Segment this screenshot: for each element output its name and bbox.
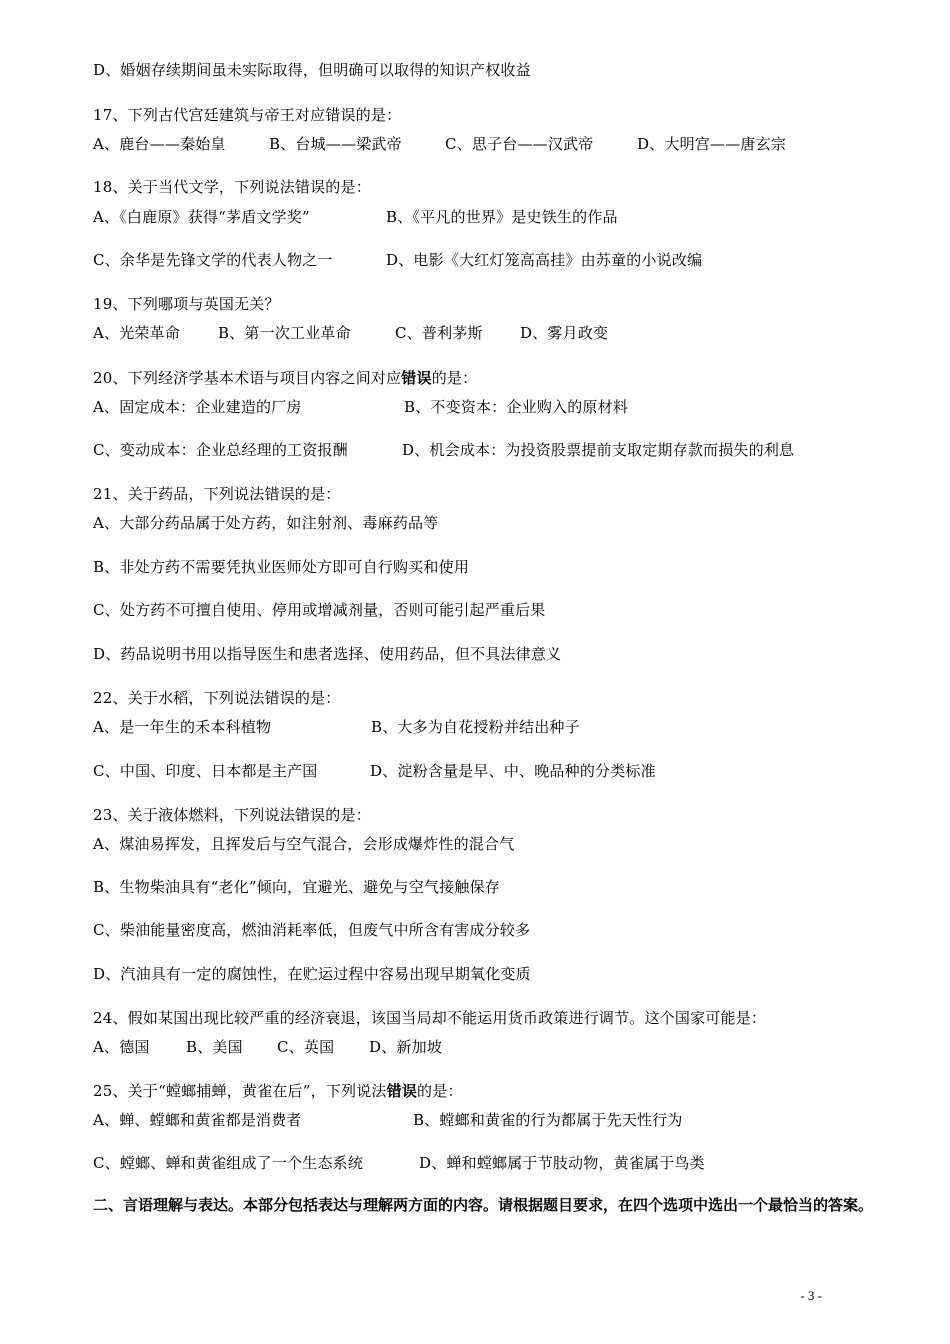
q25-stem: [93, 1081, 463, 1101]
q24-option-a: A、德国: [93, 1038, 150, 1056]
q21-option-b: B、非处方药不需要凭执业医师处方即可自行购买和使用: [93, 558, 470, 576]
q23-option-d: D、汽油具有一定的腐蚀性，在贮运过程中容易出现早期氧化变质: [93, 965, 531, 983]
q19-options: [93, 323, 608, 343]
q25-options-row2: [93, 1153, 705, 1173]
q20-option-d: D、机会成本：为投资股票提前支取定期存款而损失的利息: [402, 441, 795, 459]
q21-option-a: A、大部分药品属于处方药，如注射剂、毒麻药品等: [93, 514, 439, 532]
q18-option-b: B、《平凡的世界》是史铁生的作品: [386, 208, 618, 226]
q25-option-d: D、蝉和螳螂属于节肢动物，黄雀属于鸟类: [419, 1154, 705, 1172]
q18-option-d: D、电影《大红灯笼高高挂》由苏童的小说改编: [386, 251, 703, 269]
q18-stem: 18、关于当代文学，下列说法错误的是：: [93, 178, 371, 196]
q24-stem: 24、假如某国出现比较严重的经济衰退，该国当局却不能运用货币政策进行调节。这个国家可能是：: [93, 1009, 767, 1027]
q18-option-c: C、余华是先锋文学的代表人物之一: [93, 251, 333, 269]
q25-option-a: A、蝉、螳螂和黄雀都是消费者: [93, 1111, 302, 1129]
q24-option-c: C、英国: [277, 1038, 335, 1056]
q20-stem-emphasis: 错误: [401, 369, 432, 387]
q19-option-a: A、光荣革命: [93, 324, 181, 342]
q25-option-b: B、螳螂和黄雀的行为都属于先天性行为: [413, 1111, 683, 1129]
q23-stem: 23、关于液体燃料，下列说法错误的是：: [93, 806, 371, 824]
q19-option-b: B、第一次工业革命: [218, 324, 351, 342]
q19-option-c: C、普利茅斯: [395, 324, 483, 342]
q20-option-a: A、固定成本：企业建造的厂房: [93, 398, 302, 416]
q23-option-a: A、煤油易挥发，且挥发后与空气混合，会形成爆炸性的混合气: [93, 835, 515, 853]
q21-option-d: D、药品说明书用以指导医生和患者选择、使用药品，但不具法律意义: [93, 645, 562, 663]
q22-options-row2: [93, 761, 656, 781]
q23-option-c: C、柴油能量密度高，燃油消耗率低，但废气中所含有害成分较多: [93, 921, 531, 939]
q20-options-row1: [93, 397, 628, 417]
q24-options: [93, 1037, 442, 1057]
q20-options-row2: [93, 440, 794, 460]
q24-option-b: B、美国: [186, 1038, 243, 1056]
q20-stem: [93, 368, 477, 388]
q21-option-c: C、处方药不可擅自使用、停用或增减剂量，否则可能引起严重后果: [93, 601, 546, 619]
q19-option-d: D、雾月政变: [520, 324, 609, 342]
q25-stem-emphasis: 错误: [386, 1082, 418, 1100]
q18-options-row2: [93, 250, 702, 270]
q17-option-c: C、思子台——汉武帝: [445, 135, 594, 153]
q18-options-row1: [93, 207, 618, 227]
q20-option-c: C、变动成本：企业总经理的工资报酬: [93, 441, 348, 459]
q22-stem: 22、关于水稻，下列说法错误的是：: [93, 689, 341, 707]
q17-option-b: B、台城——梁武帝: [269, 135, 402, 153]
q25-stem-end: 的是：: [417, 1082, 463, 1100]
prev-question-option-d: D、婚姻存续期间虽未实际取得，但明确可以取得的知识产权收益: [93, 61, 531, 79]
q25-option-c: C、螳螂、蝉和黄雀组成了一个生态系统: [93, 1154, 364, 1172]
q25-options-row1: [93, 1110, 683, 1130]
q20-stem-end: 的是：: [431, 369, 478, 387]
q21-stem: 21、关于药品，下列说法错误的是：: [93, 485, 341, 503]
q17-stem: 17、下列古代宫廷建筑与帝王对应错误的是：: [93, 106, 402, 124]
q25-stem-text: 25、关于“螳螂捕蝉，黄雀在后”，下列说法: [93, 1082, 387, 1100]
q22-option-d: D、淀粉含量是早、中、晚品种的分类标准: [370, 762, 656, 780]
q20-stem-text: 20、下列经济学基本术语与项目内容之间对应: [93, 369, 402, 387]
q22-option-c: C、中国、印度、日本都是主产国: [93, 762, 318, 780]
q22-options-row1: [93, 717, 580, 737]
section-2-heading: 二、言语理解与表达。本部分包括表达与理解两方面的内容。请根据题目要求，在四个选项中选出一个最恰当的答案。: [93, 1196, 874, 1214]
q23-option-b: B、生物柴油具有“老化”倾向，宜避光、避免与空气接触保存: [93, 878, 500, 896]
q17-options: [93, 134, 786, 154]
q22-option-b: B、大多为自花授粉并结出种子: [371, 718, 580, 736]
q20-option-b: B、不变资本：企业购入的原材料: [404, 398, 629, 416]
q24-option-d: D、新加坡: [369, 1038, 443, 1056]
page-number: - 3 -: [800, 1288, 822, 1303]
q17-option-d: D、大明宫——唐玄宗: [637, 135, 787, 153]
q17-option-a: A、鹿台——秦始皇: [93, 135, 226, 153]
q22-option-a: A、是一年生的禾本科植物: [93, 718, 272, 736]
q19-stem: 19、下列哪项与英国无关？: [93, 295, 280, 313]
q18-option-a: A、《白鹿原》获得“茅盾文学奖”: [93, 208, 310, 226]
